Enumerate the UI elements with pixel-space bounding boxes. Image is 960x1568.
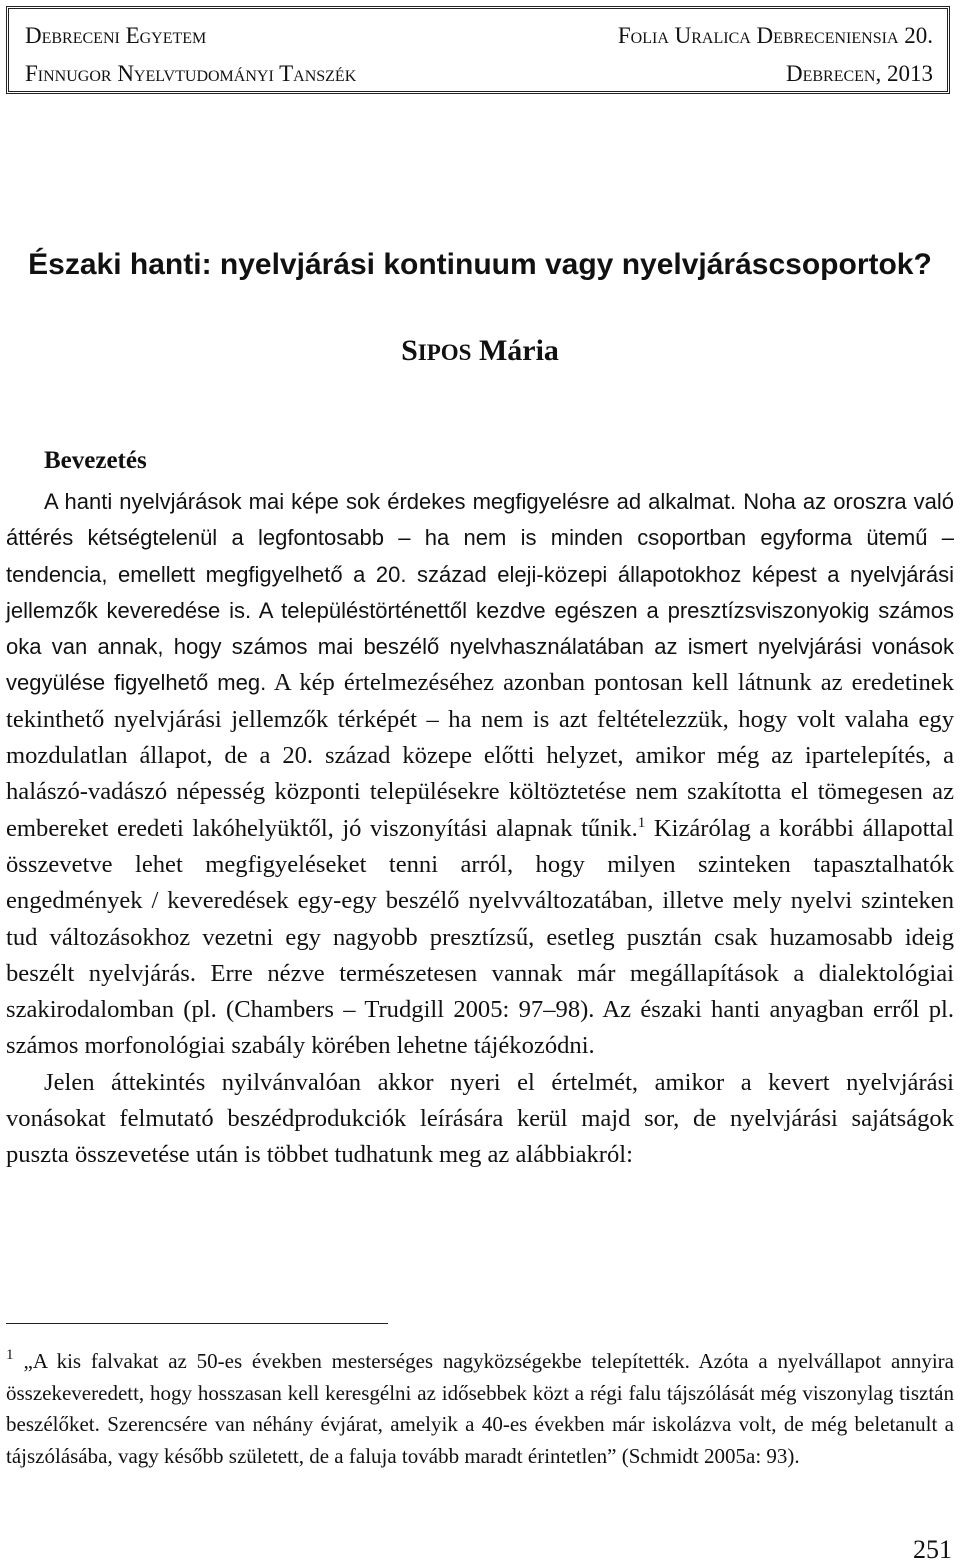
footnote <box>6 1340 954 1472</box>
section-heading: Bevezetés <box>44 447 147 474</box>
page-number: 251 <box>913 1535 952 1564</box>
footnote-text: „A kis falvakat az 50-es években mesterséges nagyközségekbe telepítették. Azóta a nyelvállapot annyira összekeveredett, hogy hosszasan kell keresgélni az idősebbek közt a régi falu tájszólását még viszonylag tisztán beszélőket. Szerencsére van néhány évjárat, amelyik a 40-es években már iskolázva volt, de még beletanult a tájszólásába, vagy később született, de a faluja tovább maradt érintetlen” (Schmidt 2005a: 93). <box>6 1349 954 1468</box>
header-journal: Folia Uralica Debreceniensia 20. <box>617 23 933 48</box>
author-given-name: Mária <box>478 334 559 367</box>
paragraph-1-part-b: A kép értelmezéséhez azonban pontosan kell látnunk az eredetinek tekinthető nyelvjárási jellemzők térképét – ha nem is azt feltételezzük, hogy volt valaha egy mozdulatlan állapot, de a 20. század közepe előtti helyzet, amikor még az ipartelepítés, a halászó-vadászó népesség központi településekre költöztetése nem szakította el tömegesen az embereket eredeti lakóhelyüktől, jó viszonyítási alapnak tűnik. <box>6 669 955 842</box>
footnote-reference[interactable]: 1 <box>637 814 646 831</box>
paragraph-1 <box>6 484 954 1065</box>
header-row-2 <box>25 61 933 87</box>
paragraph-1-part-c: Kizárólag a korábbi állapottal összevetve lehet megfigyeléseket tenni arról, hogy milyen szinteken tapasztalhatók engedmények / keveredések egy-egy beszélő nyelvváltozatában, illetve mely nyelvi szinteken tud változásokhoz vezetni egy nagyobb presztízsű, esetleg pusztán csak huzamosabb ideig beszélt nyelvjárás. Erre nézve természetesen vannak már megállapítások a dialektológiai szakirodalomban (pl. (Chambers – Trudgill 2005: 97–98). Az északi hanti anyagban erről pl. számos morfonológiai szabály körében lehetne tájékozódni. <box>6 814 954 1060</box>
header-row-1 <box>25 23 933 49</box>
article-title: Északi hanti: nyelvjárási kontinuum vagy nyelvjáráscsoportok? <box>28 248 932 281</box>
footnote-divider <box>6 1323 388 1324</box>
header-department: Finnugor Nyelvtudományi Tanszék <box>25 61 357 86</box>
paragraph-1-part-a: A hanti nyelvjárások mai képe sok érdekes megfigyelésre ad alkalmat. Noha az oroszra való áttérés kétségtelenül a legfontosabb – ha nem is minden csoportban egyforma ütemű – tendencia, emellett megfigyelhető a 20. század eleji-közepi állapotokhoz képest a nyelvjárási jellemzők keveredése is. A településtörténettől kezdve egészen a presztízsviszonyokig számos oka van annak, hogy számos mai beszélő nyelvhasználatában az ismert nyelvjárási vonások vegyülése figyelhető meg. <box>6 489 954 696</box>
header-university: Debreceni Egyetem <box>25 23 207 48</box>
paragraph-2: Jelen áttekintés nyilvánvalóan akkor nyeri el értelmét, amikor a kevert nyelvjárási vonásokat felmutató beszédprodukciók leírására kerül majd sor, de nyelvjárási sajátságok puszta összevetése után is többet tudhatunk meg az alábbiakról: <box>6 1068 954 1169</box>
header-place-year: Debrecen, 2013 <box>785 61 933 86</box>
footnote-mark: 1 <box>6 1347 14 1363</box>
journal-header <box>6 6 950 94</box>
author-name <box>0 334 960 368</box>
author-surname-initial: S <box>401 334 418 367</box>
author-surname-rest: IPOS <box>417 340 472 365</box>
body-text <box>6 484 954 1174</box>
